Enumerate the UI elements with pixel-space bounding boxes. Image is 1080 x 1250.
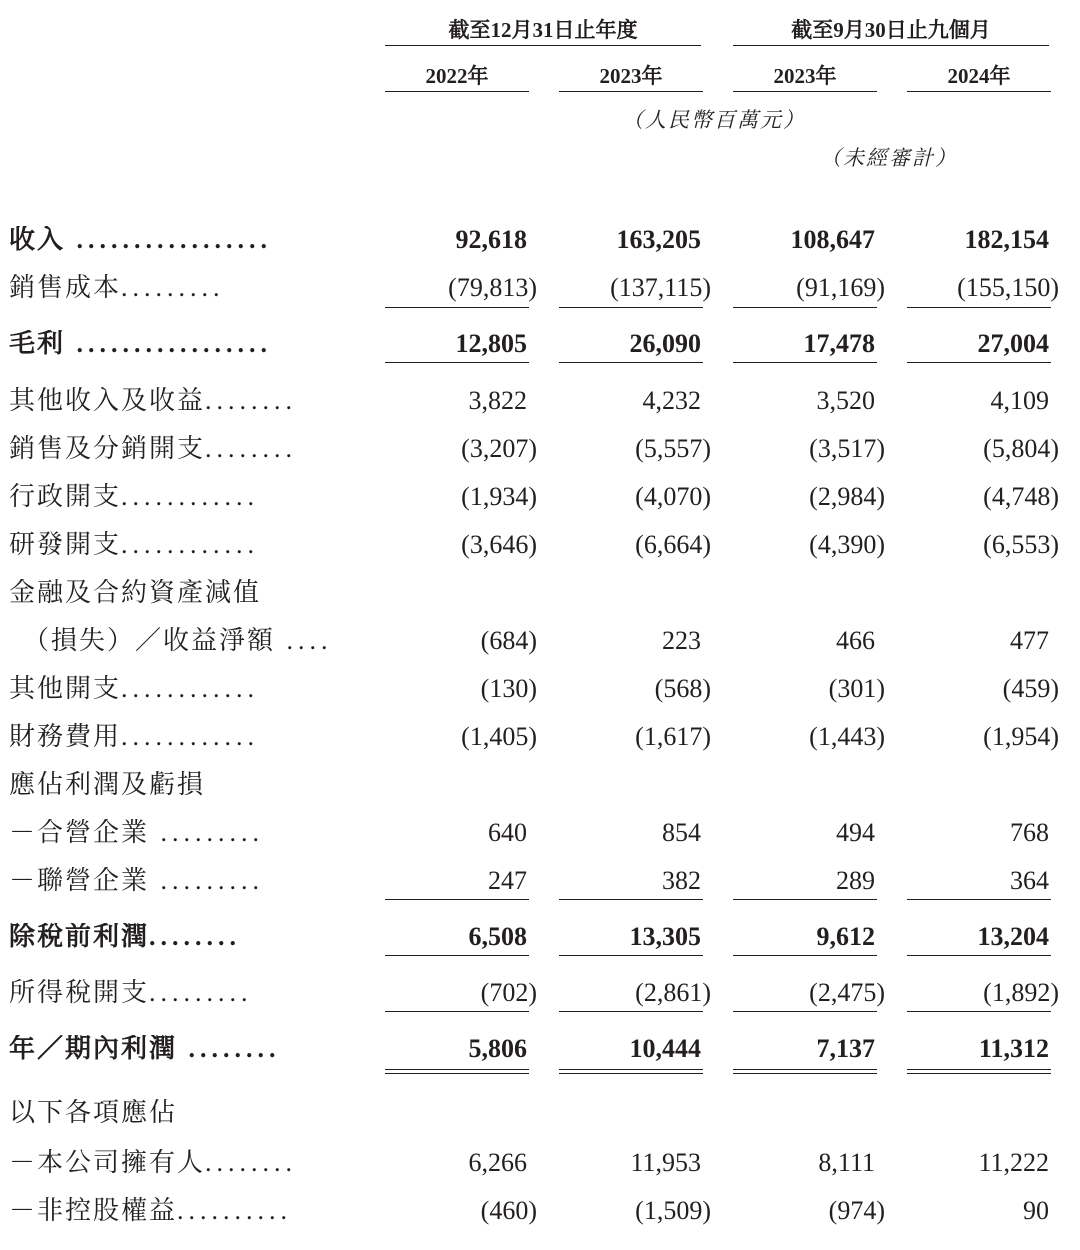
subtotal-rule <box>559 955 703 956</box>
value-cell: 3,822 <box>468 386 527 415</box>
row-label <box>9 330 349 359</box>
subtotal-rule <box>907 1011 1051 1012</box>
value-cell: (6,664) <box>635 530 711 559</box>
year-header-rule <box>559 91 703 92</box>
row-label-text: 應佔利潤及虧損 <box>9 771 206 799</box>
value-cell: 6,508 <box>468 922 527 951</box>
value-cell: (137,115) <box>610 273 711 302</box>
subtotal-rule <box>385 1011 529 1012</box>
value-cell: (5,557) <box>635 434 711 463</box>
row-label <box>9 723 349 752</box>
leader-dots: .......... <box>177 1197 293 1225</box>
subtotal-rule <box>559 362 703 363</box>
row-label <box>9 923 349 952</box>
value-cell: 13,204 <box>977 922 1049 951</box>
value-cell: 9,612 <box>816 922 875 951</box>
subtotal-rule <box>907 899 1051 900</box>
table-row <box>0 375 1080 423</box>
value-cell: 17,478 <box>803 329 875 358</box>
subtotal-rule <box>385 307 529 308</box>
table-row <box>0 711 1080 759</box>
unit-note: （人民幣百萬元） <box>622 108 806 132</box>
value-cell: (4,390) <box>809 530 885 559</box>
leader-dots: ........ <box>149 923 242 951</box>
row-label-text: 其他開支 <box>9 675 122 703</box>
row-label-text: 研發開支 <box>9 531 122 559</box>
leader-dots: ............ <box>121 531 260 559</box>
table-row <box>0 318 1080 366</box>
value-cell: (79,813) <box>448 273 537 302</box>
leader-dots: ................. <box>65 330 273 358</box>
value-cell: 108,647 <box>790 225 875 254</box>
value-cell: 27,004 <box>977 329 1049 358</box>
value-cell: (1,443) <box>809 722 885 751</box>
leader-dots: ................. <box>65 226 273 254</box>
value-cell: 382 <box>662 866 701 895</box>
value-cell: (5,804) <box>983 434 1059 463</box>
value-cell: 3,520 <box>816 386 875 415</box>
row-label-text: －非控股權益 <box>9 1197 178 1225</box>
value-cell: 11,312 <box>978 1034 1049 1063</box>
year-header: 2023年 <box>773 64 837 88</box>
leader-dots: ......... <box>121 274 225 302</box>
value-cell: 768 <box>1010 818 1049 847</box>
value-cell: (974) <box>828 1196 885 1225</box>
value-cell: (1,892) <box>983 978 1059 1007</box>
leader-dots: ......... <box>149 979 253 1007</box>
value-cell: 7,137 <box>816 1034 875 1063</box>
value-cell: (1,509) <box>635 1196 711 1225</box>
total-double-rule <box>385 1069 529 1074</box>
subtotal-rule <box>385 955 529 956</box>
value-cell: 163,205 <box>616 225 701 254</box>
subtotal-rule <box>559 307 703 308</box>
row-label <box>9 387 349 416</box>
table-row <box>0 615 1080 663</box>
row-label-text: －合營企業 <box>9 819 150 847</box>
row-label <box>9 1149 349 1178</box>
value-cell: (3,517) <box>809 434 885 463</box>
row-label <box>9 531 349 560</box>
value-cell: (1,617) <box>635 722 711 751</box>
subtotal-rule <box>385 362 529 363</box>
row-label-text: （損失）／收益淨額 <box>23 627 276 655</box>
header-nine-months-rule <box>733 45 1049 46</box>
leader-dots: ........ <box>177 1035 281 1063</box>
subtotal-rule <box>733 1011 877 1012</box>
subtotal-rule <box>907 307 1051 308</box>
year-header-rule <box>907 91 1051 92</box>
value-cell: 5,806 <box>468 1034 527 1063</box>
row-label-text: 財務費用 <box>9 723 122 751</box>
row-label <box>9 1197 349 1226</box>
row-label <box>9 819 349 848</box>
value-cell: 4,232 <box>642 386 701 415</box>
value-cell: (91,169) <box>796 273 885 302</box>
value-cell: 364 <box>1010 866 1049 895</box>
year-header: 2024年 <box>947 64 1011 88</box>
year-header-rule <box>733 91 877 92</box>
value-cell: 4,109 <box>990 386 1049 415</box>
header-full-year-rule <box>385 45 701 46</box>
value-cell: (460) <box>480 1196 537 1225</box>
table-row <box>0 759 1080 807</box>
row-label-text: －本公司擁有人 <box>9 1149 206 1177</box>
row-label <box>9 579 349 608</box>
row-label <box>9 226 349 255</box>
header-nine-months: 截至9月30日止九個月 <box>791 18 991 42</box>
table-row <box>0 519 1080 567</box>
total-double-rule <box>733 1069 877 1074</box>
value-cell: (4,748) <box>983 482 1059 511</box>
table-row <box>0 214 1080 262</box>
table-row <box>0 911 1080 959</box>
subtotal-rule <box>733 899 877 900</box>
value-cell: 289 <box>836 866 875 895</box>
subtotal-rule <box>559 1011 703 1012</box>
value-cell: (6,553) <box>983 530 1059 559</box>
row-label <box>9 979 349 1008</box>
value-cell: 223 <box>662 626 701 655</box>
leader-dots: ............ <box>121 675 260 703</box>
row-label <box>9 675 349 704</box>
value-cell: 477 <box>1010 626 1049 655</box>
value-cell: (155,150) <box>957 273 1059 302</box>
subtotal-rule <box>907 955 1051 956</box>
value-cell: 247 <box>488 866 527 895</box>
value-cell: (301) <box>828 674 885 703</box>
subtotal-rule <box>907 362 1051 363</box>
leader-dots: .... <box>275 627 333 655</box>
value-cell: (2,984) <box>809 482 885 511</box>
row-label-text: 毛利 <box>9 330 66 358</box>
value-cell: (1,934) <box>461 482 537 511</box>
row-label-text: 除稅前利潤 <box>9 923 150 951</box>
value-cell: (2,861) <box>635 978 711 1007</box>
value-cell: (130) <box>480 674 537 703</box>
unaudited-note: （未經審計） <box>820 146 958 170</box>
table-row <box>0 1087 1080 1135</box>
row-label-text: 收入 <box>9 226 66 254</box>
row-label-text: 所得稅開支 <box>9 979 150 1007</box>
table-row <box>0 807 1080 855</box>
value-cell: 11,222 <box>978 1148 1049 1177</box>
subtotal-rule <box>385 899 529 900</box>
row-label <box>9 435 349 464</box>
subtotal-rule <box>733 955 877 956</box>
value-cell: 90 <box>1023 1196 1049 1225</box>
table-row <box>0 567 1080 615</box>
row-label <box>9 483 349 512</box>
table-row <box>0 471 1080 519</box>
value-cell: (1,405) <box>461 722 537 751</box>
value-cell: 8,111 <box>818 1148 875 1177</box>
leader-dots: ............ <box>121 723 260 751</box>
table-row <box>0 967 1080 1015</box>
value-cell: 6,266 <box>468 1148 527 1177</box>
row-label <box>9 274 349 303</box>
year-header: 2022年 <box>425 64 489 88</box>
value-cell: (684) <box>480 626 537 655</box>
leader-dots: ............ <box>121 483 260 511</box>
row-label-text: 其他收入及收益 <box>9 387 206 415</box>
value-cell: (568) <box>654 674 711 703</box>
value-cell: (4,070) <box>635 482 711 511</box>
value-cell: 13,305 <box>629 922 701 951</box>
value-cell: (3,646) <box>461 530 537 559</box>
row-label <box>9 771 349 800</box>
leader-dots: ......... <box>149 867 265 895</box>
row-label <box>9 867 349 896</box>
leader-dots: ......... <box>149 819 265 847</box>
value-cell: 466 <box>836 626 875 655</box>
row-label <box>9 1099 349 1128</box>
value-cell: 26,090 <box>629 329 701 358</box>
table-row <box>0 1137 1080 1185</box>
leader-dots: ........ <box>205 387 298 415</box>
value-cell: 92,618 <box>455 225 527 254</box>
year-header-rule <box>385 91 529 92</box>
value-cell: (1,954) <box>983 722 1059 751</box>
value-cell: 11,953 <box>630 1148 701 1177</box>
table-row <box>0 262 1080 310</box>
leader-dots: ........ <box>205 1149 298 1177</box>
total-double-rule <box>559 1069 703 1074</box>
value-cell: (459) <box>1002 674 1059 703</box>
value-cell: 182,154 <box>964 225 1049 254</box>
row-label-text: 以下各項應佔 <box>9 1099 178 1127</box>
row-label-text: －聯營企業 <box>9 867 150 895</box>
row-label-text: 金融及合約資產減值 <box>9 579 262 607</box>
row-label-text: 銷售及分銷開支 <box>9 435 206 463</box>
total-double-rule <box>907 1069 1051 1074</box>
subtotal-rule <box>733 307 877 308</box>
row-label-text: 行政開支 <box>9 483 122 511</box>
value-cell: (702) <box>480 978 537 1007</box>
value-cell: (3,207) <box>461 434 537 463</box>
table-row <box>0 855 1080 903</box>
table-row <box>0 663 1080 711</box>
value-cell: 640 <box>488 818 527 847</box>
row-label-text: 年／期內利潤 <box>9 1035 178 1063</box>
header-full-year: 截至12月31日止年度 <box>448 18 638 42</box>
value-cell: (2,475) <box>809 978 885 1007</box>
row-label <box>9 1035 349 1064</box>
value-cell: 12,805 <box>455 329 527 358</box>
value-cell: 494 <box>836 818 875 847</box>
table-row <box>0 1023 1080 1071</box>
row-label <box>23 627 363 656</box>
subtotal-rule <box>559 899 703 900</box>
value-cell: 854 <box>662 818 701 847</box>
value-cell: 10,444 <box>629 1034 701 1063</box>
row-label-text: 銷售成本 <box>9 274 122 302</box>
leader-dots: ........ <box>205 435 298 463</box>
year-header: 2023年 <box>599 64 663 88</box>
table-row <box>0 1185 1080 1233</box>
table-row <box>0 423 1080 471</box>
subtotal-rule <box>733 362 877 363</box>
